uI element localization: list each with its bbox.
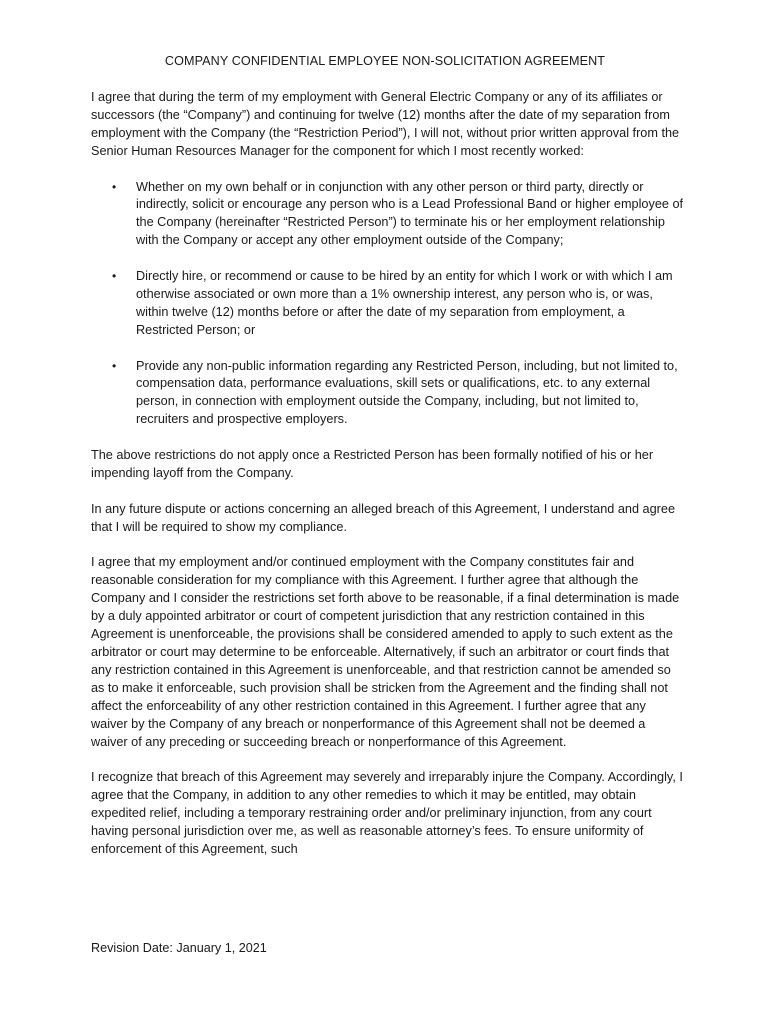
layoff-exception-paragraph: The above restrictions do not apply once a Restricted Person has been formally notified of his or her impending layoff from the Company.: [91, 448, 654, 480]
restriction-text: Provide any non-public information regarding any Restricted Person, including, but not limited to, compensation data, performance evaluations, skill sets or qualifications, etc. to any external person, in connection with employment outside the Company, including, but not limited to, recruiters and prospective employers.: [136, 358, 678, 427]
restriction-list: [91, 179, 685, 430]
consideration-paragraph: I agree that my employment and/or continued employment with the Company constitutes fair and reasonable consideration for my compliance with this Agreement. I further agree that although the Company and I consider the restrictions set forth above to be reasonable, if a final determination is made by a duly appointed arbitrator or court of competent jurisdiction that any restriction contained in this Agreement is unenforceable, the provisions shall be considered amended to apply to such extent as the arbitrator or court may determine to be enforceable. Alternatively, if such an arbitrator or court finds that any restriction contained in this Agreement is unenforceable, and that restriction cannot be amended so as to make it enforceable, such provision shall be stricken from the Agreement and the finding shall not affect the enforceability of any other restriction contained in this Agreement. I further agree that any waiver by the Company of any breach or nonperformance of this Agreement shall not be deemed a waiver of any preceding or succeeding breach or nonperformance of this Agreement.: [91, 555, 680, 749]
bullet-icon: •: [112, 358, 117, 373]
document-body: [91, 89, 685, 877]
restriction-item: [112, 358, 685, 430]
restriction-text: Directly hire, or recommend or cause to be hired by an entity for which I work or with which I am otherwise associated or own more than a 1% ownership interest, any person who is, or was, within twelve (12) months before or after the date of my separation from employment, a Restricted Person; or: [136, 269, 673, 337]
restriction-text: Whether on my own behalf or in conjunction with any other person or third party, directly or indirectly, solicit or encourage any person who is a Lead Professional Band or higher employee of the Company (hereinafter “Restricted Person”) to terminate his or her employment relationship with the Company or accept any other employment outside of the Company;: [136, 179, 684, 248]
restriction-item: [112, 268, 685, 340]
remedies-paragraph: I recognize that breach of this Agreement may severely and irreparably injure the Company. Accordingly, I agree that the Company, in addition to any other remedies to which it may be entitled, may obtain expedited relief, including a temporary restraining order and/or preliminary injunction, from any court having personal jurisdiction over me, as well as reasonable attorney’s fees. To ensure uniformity of enforcement of this Agreement, such: [91, 770, 683, 856]
revision-date: Revision Date: January 1, 2021: [91, 941, 267, 955]
restriction-item: [112, 179, 685, 251]
bullet-icon: •: [112, 269, 117, 284]
document-title: COMPANY CONFIDENTIAL EMPLOYEE NON-SOLICITATION AGREEMENT: [164, 54, 606, 68]
compliance-paragraph: In any future dispute or actions concerning an alleged breach of this Agreement, I understand and agree that I will be required to show my compliance.: [91, 501, 676, 534]
intro-paragraph: I agree that during the term of my employment with General Electric Company or any of its affiliates or successors (the “Company”) and continuing for twelve (12) months after the date of my separation from employment with the Company (the “Restriction Period”), I will not, without prior written approval from the Senior Human Resources Manager for the component for which I most recently worked:: [91, 90, 680, 158]
bullet-icon: •: [112, 179, 117, 194]
